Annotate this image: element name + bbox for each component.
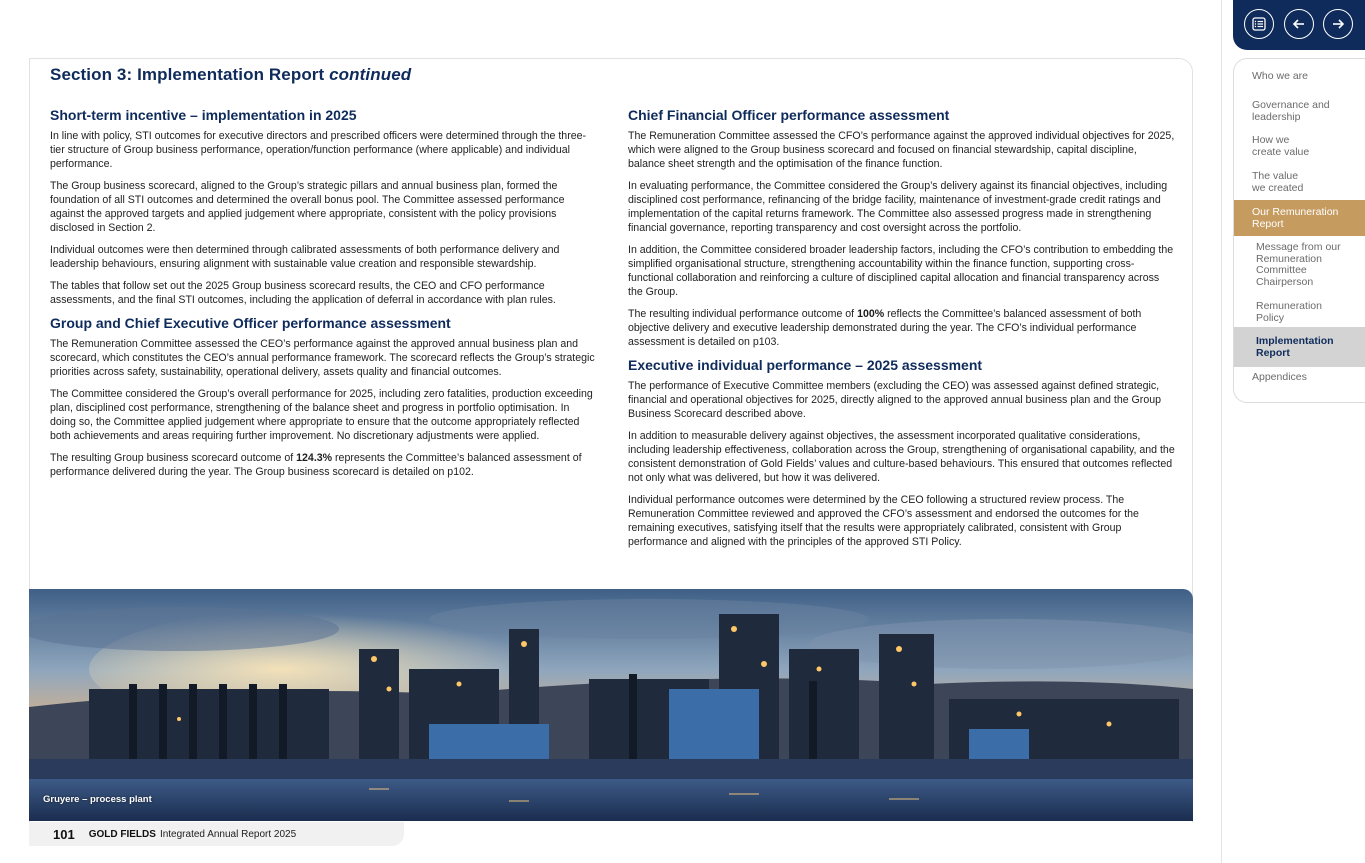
scorecard-outcome-value: 124.3% xyxy=(296,452,333,464)
paragraph: In evaluating performance, the Committee considered the Group’s delivery against its financial objectives, including disciplined cost performance, refinancing of the bridge facility, maintenance of investment-grade credit ratings and implementation of the capital returns framework. The Committee also assessed progress made in strengthening financial governance, reporting transparency and cost oversight across the portfolio. xyxy=(628,180,1168,234)
heading-cfo-assessment: Chief Financial Officer performance assessment xyxy=(628,107,950,123)
nav-item-appendices[interactable]: Appendices xyxy=(1252,371,1307,383)
page-number: 101 xyxy=(53,826,75,842)
paragraph: The Remuneration Committee assessed the CFO’s performance against the approved individual objectives for 2025, which were aligned to the Group business scorecard and focused on financial stewardship, capital discipline, balance sheet strength and the optimisation of the finance function. xyxy=(628,130,1175,170)
paragraph: The tables that follow set out the 2025 Group business scorecard results, the CEO and CFO performance assessments, and the final STI outcomes, including the application of deferral in accordance with plan rules. xyxy=(50,280,556,306)
paragraph: Individual performance outcomes were determined by the CEO following a structured review process. The Remuneration Committee reviewed and approved the CFO’s assessment and endorsed the outcomes for the remaining executives, satisfying itself that the results were appropriately calibrated, consistent with Group performance and aligned with the principles of the approved STI Policy. xyxy=(628,494,1139,548)
paragraph-scorecard-outcome xyxy=(50,451,598,479)
nav-toolbar xyxy=(1233,0,1365,50)
text: represents the Committee’s balanced assessment of performance delivered during the year. The Group business scorecard is detailed on p102. xyxy=(50,452,582,478)
cfo-outcome-value: 100% xyxy=(857,308,885,320)
left-column xyxy=(50,107,598,487)
right-column xyxy=(628,107,1176,557)
paragraph: The Group business scorecard, aligned to the Group’s strategic pillars and annual business plan, formed the foundation of all STI outcomes and determined the overall bonus pool. The Committee assessed performance against the approved targets and applied judgement where appropriate, consistent with the policy provisions disclosed in Section 2. xyxy=(50,180,565,234)
nav-item-implementation-report[interactable]: Implementation Report xyxy=(1234,327,1365,367)
nav-divider xyxy=(1221,0,1222,863)
paragraph: In addition, the Committee considered broader leadership factors, including the CFO’s contribution to embedding the simplified organisational structure, strengthening accountability within the finance function, supporting cross-functional collaboration and reinforcing a culture of disciplined capital allocation and financial transparency across the Group. xyxy=(628,244,1174,298)
nav-item-governance[interactable]: Governance and leadership xyxy=(1252,99,1330,123)
next-page-button[interactable] xyxy=(1323,9,1353,39)
previous-page-button[interactable] xyxy=(1284,9,1314,39)
arrow-left-icon xyxy=(1291,16,1307,32)
nav-item-who-we-are[interactable]: Who we are xyxy=(1252,70,1309,82)
nav-item-remuneration-policy[interactable]: Remuneration Policy xyxy=(1256,300,1322,324)
section-title-suffix: continued xyxy=(329,65,412,84)
contents-button[interactable] xyxy=(1244,9,1274,39)
paragraph: The Committee considered the Group’s overall performance for 2025, including zero fatalities, production exceeding plan, disciplined cost performance, strengthening of the balance sheet and progress in portfolio optimisation. In doing so, the Committee applied judgement where appropriate to ensure that the outcome appropriately reflected both achievements and areas requiring further improvement. No discretionary adjustments were applied. xyxy=(50,388,593,442)
section-title xyxy=(50,65,411,85)
nav-item-remuneration-report[interactable]: Our Remuneration Report xyxy=(1234,200,1365,236)
heading-ceo-assessment: Group and Chief Executive Officer performance assessment xyxy=(50,315,451,331)
process-plant-illustration xyxy=(29,589,1193,821)
nav-item-chairperson-message[interactable]: Message from our Remuneration Committee Chairperson xyxy=(1256,241,1341,288)
heading-sti-implementation: Short-term incentive – implementation in 2025 xyxy=(50,107,357,123)
photo-caption: Gruyere – process plant xyxy=(43,794,152,805)
paragraph: The performance of Executive Committee members (excluding the CEO) was assessed against defined strategic, financial and operational objectives for 2025, directly aligned to the approved annual business plan and the Group Business Scorecard described above. xyxy=(628,380,1161,420)
text: The resulting Group business scorecard outcome of xyxy=(50,452,297,464)
arrow-right-icon xyxy=(1330,16,1346,32)
paragraph: In line with policy, STI outcomes for executive directors and prescribed officers were determined through the three-tier structure of Group business performance, operation/function performance (where applicable) and individual performance. xyxy=(50,130,587,170)
paragraph: Individual outcomes were then determined through calibrated assessments of both performance delivery and leadership behaviours, ensuring alignment with sustainable value creation and responsible stewardship. xyxy=(50,244,560,270)
page-footer xyxy=(29,822,404,846)
heading-executive-performance: Executive individual performance – 2025 assessment xyxy=(628,357,983,373)
paragraph: In addition to measurable delivery against objectives, the assessment incorporated qualitative considerations, including leadership effectiveness, collaboration across the Group, strengthening of organisational capability, and the consistent demonstration of Gold Fields’ values and culture-based behaviours. This ensured that outcomes reflected not only what was delivered, but how it was delivered. xyxy=(628,430,1175,484)
contents-icon xyxy=(1251,16,1267,32)
section-title-text: Section 3: Implementation Report xyxy=(50,65,330,84)
footer-report-title: Integrated Annual Report 2025 xyxy=(159,828,297,840)
footer-brand: GOLD FIELDS xyxy=(88,828,156,840)
nav-item-how-we-create-value[interactable]: How we create value xyxy=(1252,134,1310,158)
text: reflects the Committee’s balanced assessment of both objective delivery and executive leadership demonstrated during the year. The CFO’s individual performance assessment is detailed on p103. xyxy=(628,308,1142,348)
section-navigation xyxy=(1233,58,1365,403)
paragraph: The Remuneration Committee assessed the CEO’s performance against the approved annual business plan and scorecard, which constitutes the CEO’s annual performance framework. The scorecard reflects the Group’s strategic priorities across safety, sustainability, operational delivery, assets quality and financial outcomes. xyxy=(50,338,595,378)
process-plant-photo xyxy=(29,589,1193,821)
text: The resulting individual performance outcome of xyxy=(628,308,858,320)
nav-item-value-we-created[interactable]: The value we created xyxy=(1252,170,1304,194)
paragraph-cfo-outcome xyxy=(628,307,1176,349)
